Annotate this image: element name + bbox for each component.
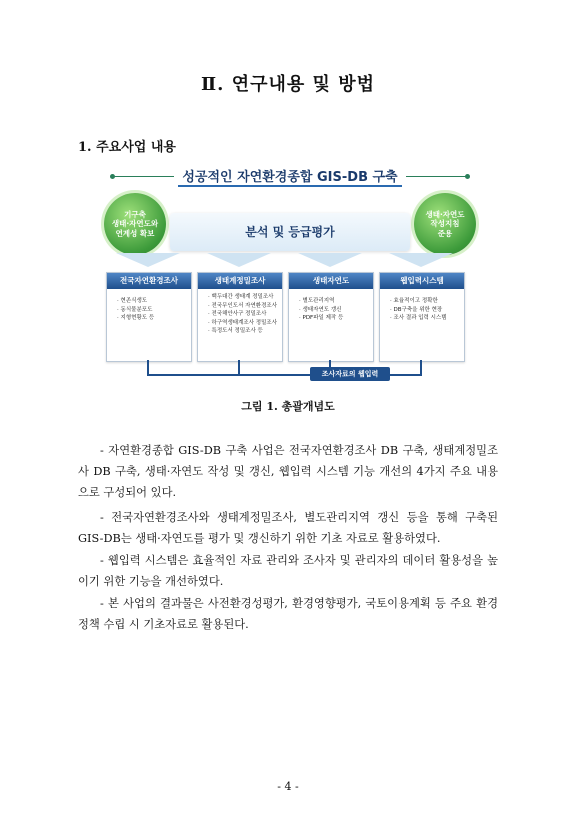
paragraph: - 자연환경종합 GIS-DB 구축 사업은 전국자연환경조사 DB 구축, 생태계정밀조사 DB 구축, 생태·자연도 작성 및 갱신, 웹입력 시스템 기능 개선의 4가지 주요 내용으로 구성되어 있다. bbox=[78, 444, 498, 499]
arrow-down-icon bbox=[298, 253, 362, 267]
arrow-down-icon bbox=[207, 253, 271, 267]
box-item: · 현존식생도 bbox=[117, 297, 187, 306]
footer-label: 조사자료의 웹입력 bbox=[310, 367, 390, 381]
connector-line bbox=[420, 360, 422, 375]
diagram-title-underline bbox=[178, 185, 402, 187]
paragraph: - 본 사업의 결과물은 사전환경성평가, 환경영향평가, 국토이용계획 등 주요 환경정책 수립 시 기초자료로 활용된다. bbox=[78, 597, 498, 631]
arrow-down-icon bbox=[116, 253, 180, 267]
box-items bbox=[198, 289, 282, 336]
box-item: · 특정도서 정밀조사 등 bbox=[208, 327, 278, 336]
paragraph: - 전국자연환경조사와 생태계정밀조사, 별도관리지역 갱신 등을 통해 구축된 GIS-DB는 생태·자연도를 평가 및 갱신하기 위한 기초 자료로 활용하였다. bbox=[78, 511, 498, 545]
box-item: · 지형현황도 등 bbox=[117, 314, 187, 323]
box-item: · 전국해안사구 정밀조사 bbox=[208, 310, 278, 319]
connector-line bbox=[147, 360, 149, 375]
left-circle bbox=[104, 193, 166, 255]
center-banner-label: 분석 및 등급평가 bbox=[245, 225, 335, 239]
figure-caption: 그림 1. 총괄개념도 bbox=[241, 400, 335, 413]
section-heading: 1. 주요사업 내용 bbox=[78, 140, 176, 155]
box-item: · 동식물분포도 bbox=[117, 306, 187, 315]
box-item: · 조사 결과 입력 시스템 bbox=[390, 314, 460, 323]
right-circle bbox=[414, 193, 476, 255]
box-header: 생태자연도 bbox=[289, 273, 373, 289]
right-circle-label: 생태·자연도 작성지침 준용 bbox=[425, 209, 465, 238]
box-header: 전국자연환경조사 bbox=[107, 273, 191, 289]
box-header: 웹입력시스템 bbox=[380, 273, 464, 289]
box-item: · 효율적이고 정확한 bbox=[390, 297, 460, 306]
left-circle-label: 기구축 생태·자연도와 연계성 확보 bbox=[111, 209, 159, 238]
box-items bbox=[107, 289, 191, 323]
box-item: · DB구축을 위한 현장 bbox=[390, 306, 460, 315]
page-number: - 4 - bbox=[277, 780, 299, 793]
chapter-title: Ⅱ. 연구내용 및 방법 bbox=[201, 74, 375, 95]
box-national-survey bbox=[106, 272, 192, 362]
arrow-down-icon bbox=[389, 253, 453, 267]
diagram-title: 성공적인 자연환경종합 GIS-DB 구축 bbox=[182, 170, 398, 185]
box-item: · 별도관리지역 bbox=[299, 297, 369, 306]
box-item: · PDF파일 제작 등 bbox=[299, 314, 369, 323]
box-item: · 생태자연도 갱신 bbox=[299, 306, 369, 315]
box-item: · 하구역생태계조사 정밀조사 bbox=[208, 319, 278, 328]
box-ecosystem-survey bbox=[197, 272, 283, 362]
box-item: · 전국무인도서 자연환경조사 bbox=[208, 302, 278, 311]
box-header: 생태계정밀조사 bbox=[198, 273, 282, 289]
paragraph: - 웹입력 시스템은 효율적인 자료 관리와 조사자 및 관리자의 데이터 활용성을 높이기 위한 기능을 개선하였다. bbox=[78, 554, 498, 588]
concept-diagram bbox=[100, 158, 480, 388]
box-web-input bbox=[379, 272, 465, 362]
box-item: · 백두대간 생태계 정밀조사 bbox=[208, 293, 278, 302]
box-items bbox=[289, 289, 373, 323]
box-eco-nature-map bbox=[288, 272, 374, 362]
box-items bbox=[380, 289, 464, 323]
connector-line bbox=[238, 360, 240, 375]
